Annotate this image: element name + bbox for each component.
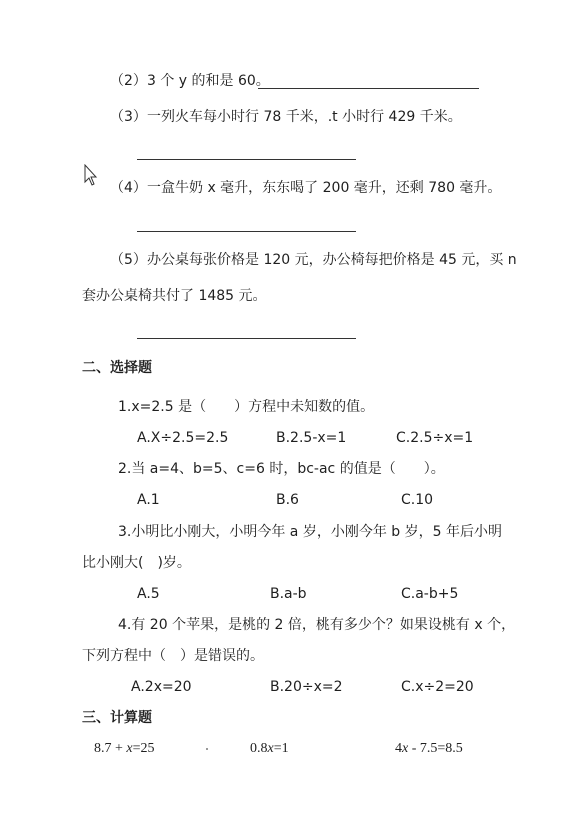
equation-1-var: x (126, 741, 133, 756)
q4-text: 一盒牛奶 x 毫升，东东喝了 200 毫升，还剩 780 毫升。 (147, 180, 502, 196)
choice-q3-option-b[interactable]: B.a-b (270, 586, 307, 602)
section-title-choice: 二、选择题 (82, 360, 152, 376)
choice-q1-option-c[interactable]: C.2.5÷x=1 (396, 430, 474, 446)
q3-number: （3） (110, 109, 147, 125)
choice-q3-line1: 3.小明比小刚大，小明今年 a 岁，小刚今年 b 岁，5 年后小明 (118, 524, 502, 540)
choice-q2-stem: 2.当 a=4、b=5、c=6 时，bc-ac 的值是（ ）。 (118, 461, 445, 477)
q5-text-line1: 办公桌每张价格是 120 元，办公椅每把价格是 45 元，买 n (147, 252, 517, 268)
mouse-cursor-icon (84, 164, 100, 188)
equation-2 (250, 740, 289, 758)
choice-q2-option-c[interactable]: C.10 (401, 492, 434, 508)
choice-q2-option-b[interactable]: B.6 (276, 492, 299, 508)
q4-answer-line[interactable] (137, 231, 356, 232)
equation-2-post: =1 (273, 741, 289, 756)
q3-answer-line[interactable] (137, 159, 356, 160)
equation-3-var: x (402, 741, 409, 756)
choice-q1-stem: 1.x=2.5 是（ ）方程中未知数的值。 (118, 399, 375, 415)
q2-answer-line[interactable] (258, 88, 479, 89)
choice-q3-option-a[interactable]: A.5 (137, 586, 160, 602)
q2-number: （2） (110, 73, 147, 89)
equation-3-pre: 4 (395, 741, 402, 756)
choice-q4-option-a[interactable]: A.2x=20 (131, 679, 192, 695)
stray-mark (206, 748, 208, 750)
choice-q3-option-c[interactable]: C.a-b+5 (401, 586, 459, 602)
choice-q2-option-a[interactable]: A.1 (137, 492, 160, 508)
q3-text: 一列火车每小时行 78 千米，.t 小时行 429 千米。 (147, 109, 462, 125)
equation-1 (94, 740, 155, 758)
q2-text: 3 个 y 的和是 60。 (147, 73, 270, 89)
equation-2-var: x (267, 741, 274, 756)
q5-text-line2: 套办公桌椅共付了 1485 元。 (82, 288, 267, 304)
q5-number: （5） (110, 252, 147, 268)
choice-q4-line1: 4.有 20 个苹果，是桃的 2 倍，桃有多少个？如果设桃有 x 个， (118, 617, 516, 633)
section-title-calculation: 三、计算题 (82, 710, 152, 726)
equation-2-pre: 0.8 (250, 741, 268, 756)
choice-q4-line2: 下列方程中（ ）是错误的。 (82, 648, 264, 664)
choice-q4-option-c[interactable]: C.x÷2=20 (401, 679, 474, 695)
choice-q1-option-b[interactable]: B.2.5-x=1 (276, 430, 347, 446)
equation-1-pre: 8.7 + (94, 741, 127, 756)
equation-3-post: - 7.5=8.5 (408, 741, 463, 756)
choice-q3-line2: 比小刚大( )岁。 (82, 555, 191, 571)
equation-1-post: =25 (132, 741, 155, 756)
equation-3 (395, 740, 463, 758)
choice-q1-option-a[interactable]: A.X÷2.5=2.5 (137, 430, 229, 446)
choice-q4-option-b[interactable]: B.20÷x=2 (270, 679, 343, 695)
q4-number: （4） (110, 180, 147, 196)
q5-answer-line[interactable] (137, 338, 356, 339)
